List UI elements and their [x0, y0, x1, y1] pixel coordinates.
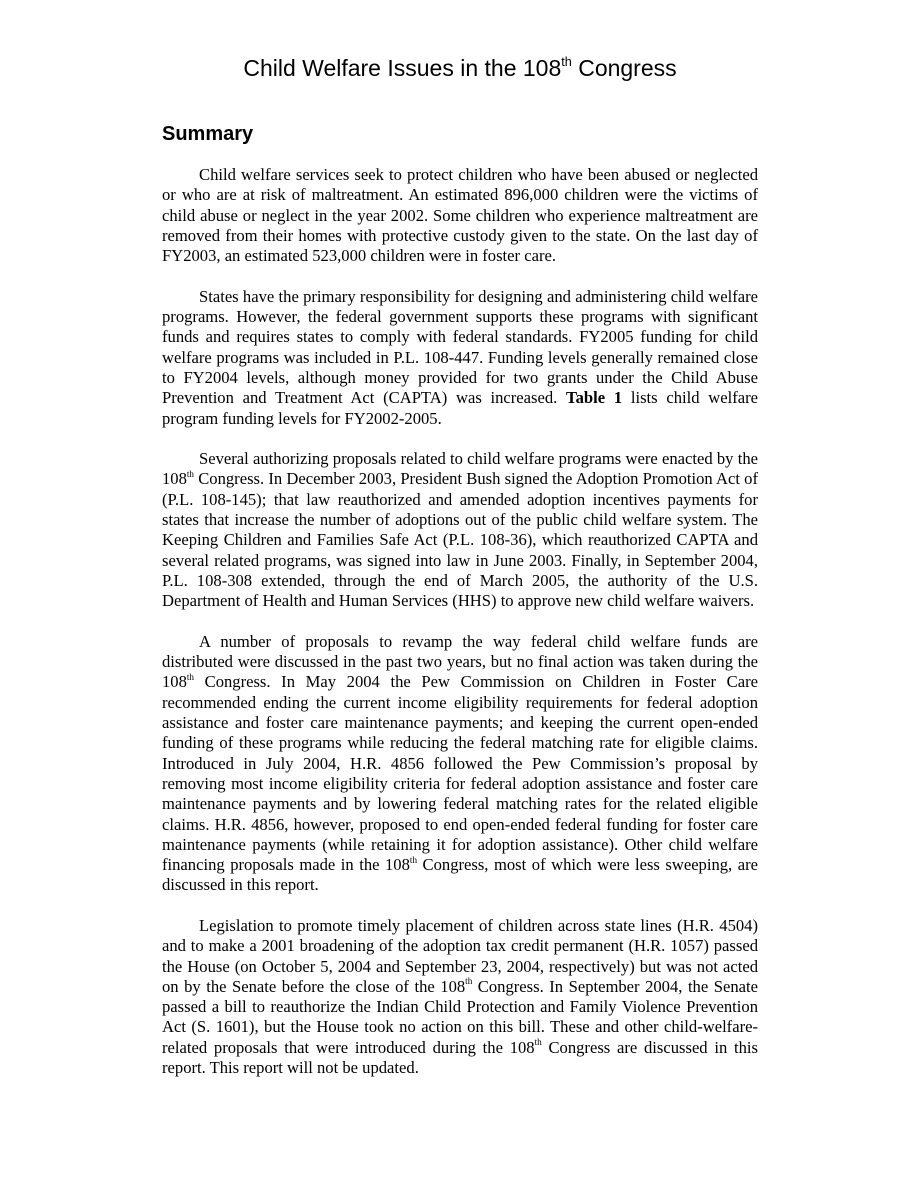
paragraph-3-superscript: th [186, 469, 194, 480]
page-title [0, 54, 920, 82]
paragraph-5-superscript-1: th [465, 976, 473, 987]
section-heading: Summary [162, 123, 254, 145]
paragraph-5-text: Legislation to promote timely placement of children across state lines (H.R. 4504) and to make a 2001 broadening of the adoption tax credit permanent (H.R. 1057) passed the House (on October 5, 2004 and September 23, 2004, respectively) but was not acted on by the Senate before the close of the 108 [162, 915, 758, 996]
title-text: Child Welfare Issues in the 108 [243, 55, 562, 81]
paragraph-5-text-middle: Congress. In September 2004, the Senate passed a bill to reauthorize the Indian Child Protection and Family Violence Prevention Act (S. 1601), but the House took no action on this bill. These and other child-welfare-related proposals that were introduced during the 108 [162, 976, 758, 1057]
paragraph-5-text-end: Congress are discussed in this report. This report will not be updated. [162, 1037, 759, 1078]
summary-body [162, 165, 758, 1078]
paragraph-2 [162, 287, 758, 429]
paragraph-5-superscript-2: th [534, 1037, 542, 1048]
table-1-reference: Table 1 [566, 388, 623, 408]
paragraph-4-superscript-1: th [186, 671, 194, 682]
paragraph-4 [162, 632, 758, 896]
paragraph-4-text: A number of proposals to revamp the way federal child welfare funds are distributed were discussed in the past two years, but no final action was taken during the 108 [162, 631, 758, 692]
paragraph-1: Child welfare services seek to protect children who have been abused or neglected or who are at risk of maltreatment. An estimated 896,000 children were the victims of child abuse or neglect in the year 2002. Some children who experience maltreatment are removed from their homes with protective custody given to the state. On the last day of FY2003, an estimated 523,000 children were in foster care. [162, 165, 758, 266]
title-text-suffix: Congress [571, 55, 677, 81]
paragraph-2-text: States have the primary responsibility for designing and administering child welfare programs. However, the federal government supports these programs with significant funds and requires states to comply with federal standards. FY2005 funding for child welfare programs was included in P.L. 108-447. Funding levels generally remained close to FY2004 levels, although money provided for two grants under the Child Abuse Prevention and Treatment Act (CAPTA) was increased. [162, 286, 758, 408]
paragraph-3-text: Several authorizing proposals related to child welfare programs were enacted by the 108 [162, 449, 758, 489]
paragraph-4-superscript-2: th [409, 854, 418, 865]
paragraph-3-text-end: Congress. In December 2003, President Bush signed the Adoption Promotion Act of (P.L. 108-145); that law reauthorized and amended adoption incentives payments for states that increase the number of adoptions out of the public child welfare system. The Keeping Children and Families Safe Act (P.L. 108-36), which reauthorized CAPTA and several related programs, was signed into law in June 2003. Finally, in September 2004, P.L. 108-308 extended, through the end of March 2005, the authority of the U.S. Department of Health and Human Services (HHS) to approve new child welfare waivers. [162, 469, 758, 611]
paragraph-2-text-end: lists child welfare program funding levels for FY2002-2005. [162, 388, 758, 428]
paragraph-4-text-middle: Congress. In May 2004 the Pew Commission on Children in Foster Care recommended ending the current income eligibility requirements for federal adoption assistance and foster care maintenance payments; and keeping the current open-ended funding of these programs while reducing the federal matching rate for eligible claims. Introduced in July 2004, H.R. 4856 followed the Pew Commission’s proposal by removing most income eligibility criteria for federal adoption assistance and foster care maintenance payments and by lowering federal matching rates for the related eligible claims. H.R. 4856, however, proposed to end open-ended federal funding for foster care maintenance payments (while retaining it for adoption assistance). Other child welfare financing proposals made in the 108 [162, 672, 758, 875]
title-superscript: th [561, 55, 572, 70]
paragraph-4-text-end: Congress, most of which were less sweeping, are discussed in this report. [162, 855, 758, 895]
paragraph-3 [162, 449, 758, 611]
paragraph-5 [162, 916, 758, 1078]
